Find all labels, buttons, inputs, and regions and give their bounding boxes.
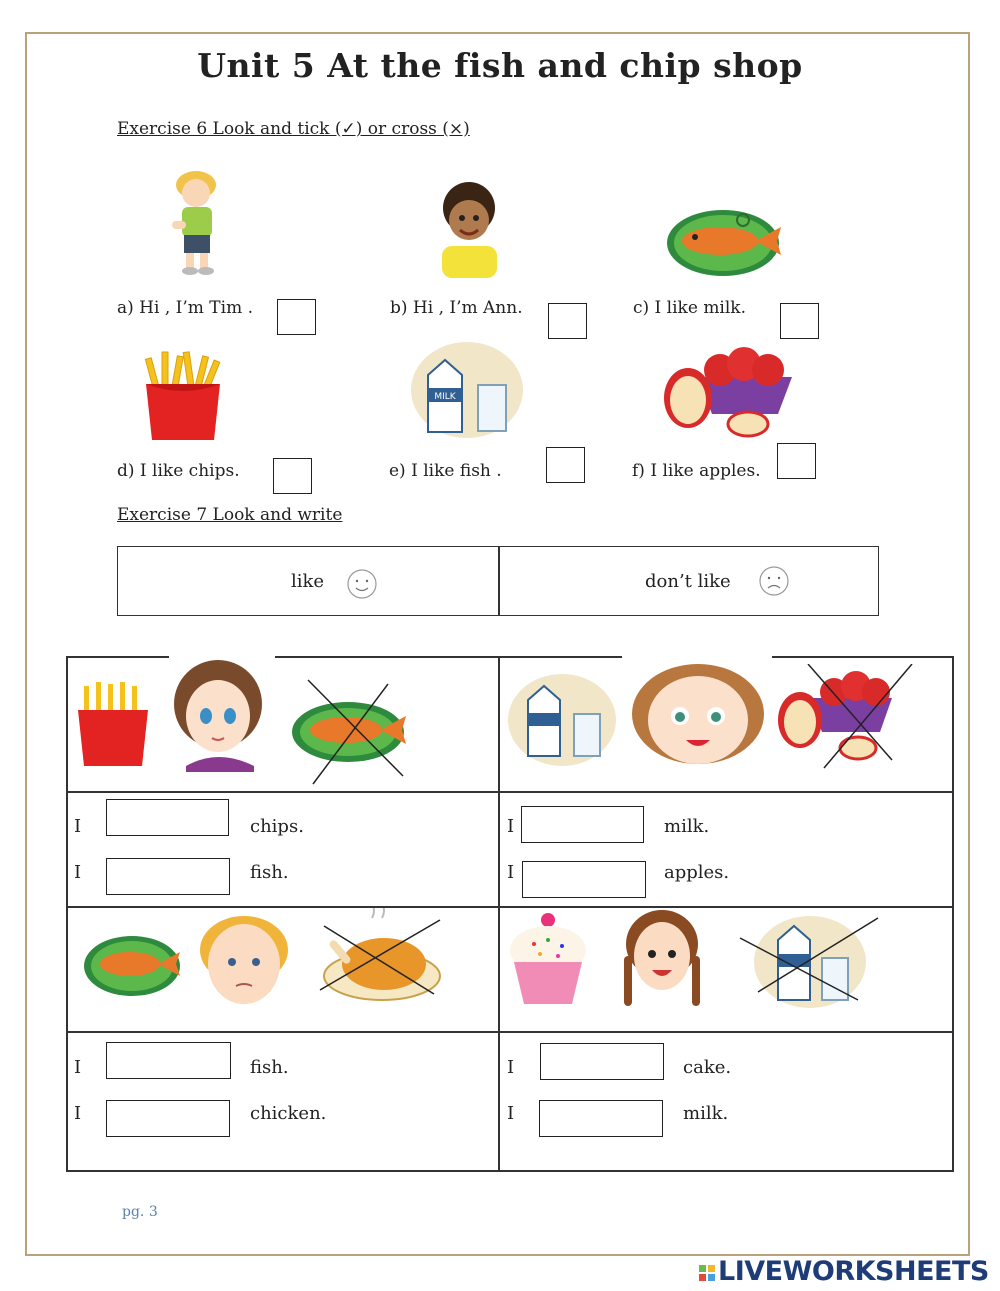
cell1-answer-1[interactable]	[106, 799, 229, 836]
key-table	[117, 546, 879, 616]
ex6-answer-box-a[interactable]	[277, 299, 316, 335]
ex6-answer-box-c[interactable]	[780, 303, 819, 339]
milk-image	[410, 340, 525, 440]
grid-row-line-1	[66, 791, 954, 793]
cell2-object-1: milk.	[664, 816, 710, 837]
cell2-subject-2: I	[507, 862, 515, 883]
key-divider	[498, 547, 500, 615]
cell3-object-1: fish.	[250, 1057, 289, 1078]
boy-worried-image	[196, 912, 294, 1008]
fish-plate-image-small	[82, 930, 186, 1000]
girl-braids-image	[620, 906, 704, 1010]
cell2-object-2: apples.	[664, 862, 730, 883]
apples-crossed-image	[772, 664, 922, 770]
cell4-subject-2: I	[507, 1103, 515, 1124]
cell1-subject-1: I	[74, 816, 82, 837]
exercise6-heading: Exercise 6 Look and tick (✓) or cross (×)	[117, 119, 470, 139]
logo-text: LIVEWORKSHEETS	[718, 1256, 989, 1287]
key-like-label: like	[291, 571, 325, 592]
cell3-subject-2: I	[74, 1103, 82, 1124]
liveworksheets-logo	[698, 1256, 989, 1287]
cell2-answer-2[interactable]	[522, 861, 646, 898]
ex6-answer-box-e[interactable]	[546, 447, 585, 483]
cell2-subject-1: I	[507, 816, 515, 837]
cell4-object-1: cake.	[683, 1057, 732, 1078]
ex6-answer-box-d[interactable]	[273, 458, 312, 494]
grid-row-line-3	[66, 1031, 954, 1033]
logo-squares-icon	[698, 1264, 718, 1282]
grid-bottom-border	[66, 1170, 954, 1172]
cell3-answer-1[interactable]	[106, 1042, 231, 1079]
grid-top-border-right	[772, 656, 954, 658]
grid-top-border-mid	[275, 656, 622, 658]
chips-image-small	[74, 680, 152, 770]
ex6-label-e: e) I like fish .	[389, 461, 502, 481]
ex6-label-f: f) I like apples.	[632, 461, 761, 481]
smiley-icon	[346, 568, 378, 600]
exercise7-heading: Exercise 7 Look and write	[117, 505, 343, 525]
fish-plate-image	[665, 205, 790, 277]
cell1-subject-2: I	[74, 862, 82, 883]
ex6-label-a: a) Hi , I’m Tim .	[117, 298, 253, 318]
cell1-answer-2[interactable]	[106, 858, 230, 895]
key-dont-like-label: don’t like	[645, 571, 731, 592]
page-title: Unit 5 At the fish and chip shop	[197, 46, 803, 85]
girl-brown-hair-image	[166, 656, 274, 772]
cell4-answer-1[interactable]	[540, 1043, 664, 1080]
page-number: pg. 3	[122, 1204, 158, 1220]
ex6-label-d: d) I like chips.	[117, 461, 240, 481]
svg-text:MILK: MILK	[434, 392, 456, 402]
cupcake-image	[508, 910, 590, 1006]
cell4-answer-2[interactable]	[539, 1100, 663, 1137]
grid-center-divider	[498, 656, 500, 1172]
cell2-answer-1[interactable]	[521, 806, 644, 843]
ex6-label-b: b) Hi , I’m Ann.	[390, 298, 523, 318]
chips-image	[142, 350, 224, 442]
ex6-label-c: c) I like milk.	[633, 298, 747, 318]
sad-face-icon	[758, 565, 790, 597]
cell1-object-1: chips.	[250, 816, 304, 837]
fish-plate-crossed-image	[288, 676, 414, 786]
grid-right-border	[952, 656, 954, 1172]
girl-smiling-image	[626, 660, 771, 768]
boy-curly-image	[432, 180, 507, 278]
boy-tim-image	[160, 165, 230, 277]
cell4-subject-1: I	[507, 1057, 515, 1078]
grid-left-border	[66, 656, 68, 1172]
ex6-answer-box-b[interactable]	[548, 303, 587, 339]
cell1-object-2: fish.	[250, 862, 289, 883]
apples-image	[660, 342, 795, 438]
cell3-subject-1: I	[74, 1057, 82, 1078]
grid-top-border-left	[66, 656, 169, 658]
exercise7-grid	[66, 656, 954, 1172]
cell3-answer-2[interactable]	[106, 1100, 230, 1137]
milk-image-small	[506, 668, 618, 768]
cell4-object-2: milk.	[683, 1103, 729, 1124]
milk-crossed-image	[738, 908, 880, 1012]
chicken-crossed-image	[318, 908, 443, 1008]
cell3-object-2: chicken.	[250, 1103, 327, 1124]
ex6-answer-box-f[interactable]	[777, 443, 816, 479]
